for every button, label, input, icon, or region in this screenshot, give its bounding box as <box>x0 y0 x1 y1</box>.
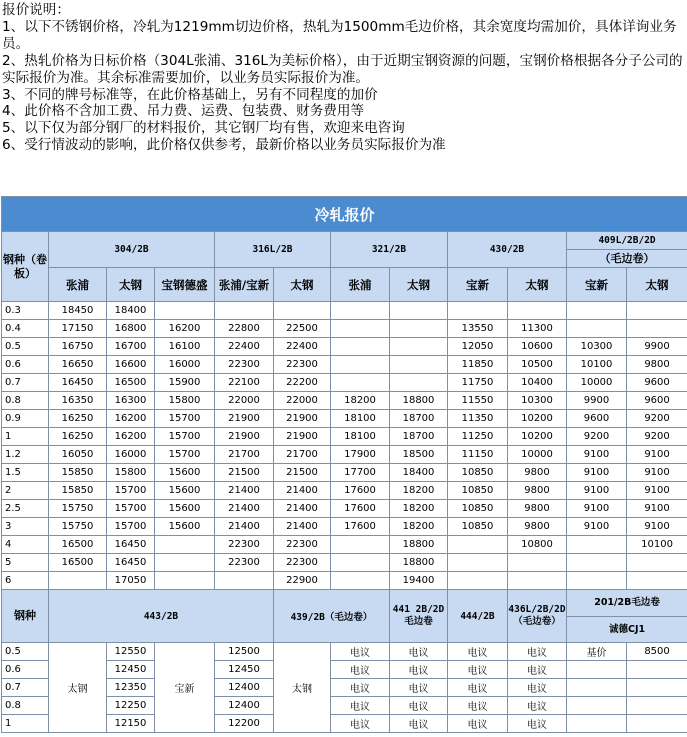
notes-heading: 报价说明： <box>2 2 70 18</box>
price-cell <box>215 302 274 320</box>
price-cell: 12400 <box>215 679 274 697</box>
price-cell: 电议 <box>448 679 508 697</box>
grade-header: 436L/2B/2D （毛边卷） <box>508 590 567 643</box>
price-cell <box>331 356 390 374</box>
price-cell: 9100 <box>567 482 627 500</box>
price-cell: 18700 <box>390 410 448 428</box>
price-cell <box>390 356 448 374</box>
price-cell: 22300 <box>215 554 274 572</box>
price-cell: 9100 <box>627 518 687 536</box>
price-cell <box>331 302 390 320</box>
price-cell <box>567 572 627 590</box>
price-cell: 10300 <box>567 338 627 356</box>
price-cell: 16750 <box>49 338 107 356</box>
price-cell: 10000 <box>567 374 627 392</box>
price-cell: 基价 <box>567 643 627 661</box>
price-cell: 22300 <box>274 356 331 374</box>
price-cell: 18100 <box>331 410 390 428</box>
price-cell: 电议 <box>508 643 567 661</box>
price-cell: 10600 <box>508 338 567 356</box>
note-line: 6、受行情波动的影响，此价格仅供参考，最新价格以业务员实际报价为准 <box>2 137 446 154</box>
price-cell: 16200 <box>107 410 155 428</box>
price-cell <box>567 554 627 572</box>
price-cell: 22300 <box>215 536 274 554</box>
price-cell: 21900 <box>215 428 274 446</box>
thickness-cell: 3 <box>2 518 49 536</box>
price-cell: 21900 <box>274 410 331 428</box>
thickness-cell: 6 <box>2 572 49 590</box>
price-cell <box>508 302 567 320</box>
price-cell: 12450 <box>215 661 274 679</box>
price-cell: 电议 <box>390 643 448 661</box>
pricing-notes <box>2 2 685 154</box>
price-cell <box>627 572 687 590</box>
price-cell: 22200 <box>274 374 331 392</box>
price-cell: 电议 <box>331 715 390 733</box>
grade-201-mill: 诚德CJ1 <box>567 616 687 642</box>
note-line: 2、热轧价格为日标价格（304L张浦、316L为美标价格），由于近期宝钢资源的问题，宝钢价格根据各分子公司的实际报价为准。其余标准需要加价，以业务员实际报价为准。 <box>2 52 683 86</box>
price-cell: 11350 <box>448 410 508 428</box>
price-cell: 15700 <box>107 500 155 518</box>
price-cell: 电议 <box>331 679 390 697</box>
price-cell: 10500 <box>508 356 567 374</box>
price-cell: 10850 <box>448 500 508 518</box>
price-cell: 15700 <box>155 428 215 446</box>
price-cell: 12150 <box>107 715 155 733</box>
price-cell: 电议 <box>448 715 508 733</box>
grade-409-sub: （毛边卷） <box>567 249 687 267</box>
price-cell: 电议 <box>390 661 448 679</box>
price-cell: 16450 <box>49 374 107 392</box>
price-cell <box>627 302 687 320</box>
mill-header: 宝新 <box>567 268 627 302</box>
price-cell: 9600 <box>627 392 687 410</box>
price-cell: 18800 <box>390 392 448 410</box>
price-cell: 10200 <box>508 428 567 446</box>
price-cell: 21400 <box>274 518 331 536</box>
price-cell: 12400 <box>215 697 274 715</box>
note-line: 4、此价格不含加工费、吊力费、运费、包装费、财务费用等 <box>2 103 365 120</box>
note-line: 5、以下仅为部分钢厂的材料报价，其它钢厂均有售，欢迎来电咨询 <box>2 120 405 137</box>
price-cell <box>627 661 687 679</box>
price-cell <box>390 374 448 392</box>
price-cell <box>274 302 331 320</box>
mill-header: 张浦 <box>331 268 390 302</box>
grade-header: 321/2B <box>331 232 448 268</box>
price-cell: 12350 <box>107 679 155 697</box>
price-cell: 9100 <box>567 518 627 536</box>
grade-header: 304/2B <box>49 232 215 268</box>
price-cell: 18100 <box>331 428 390 446</box>
price-cell <box>390 338 448 356</box>
price-cell: 电议 <box>448 697 508 715</box>
grade-201-label: 201/2B毛边卷 <box>594 597 660 608</box>
price-cell: 9100 <box>627 482 687 500</box>
price-cell: 18400 <box>107 302 155 320</box>
mill-cell: 太钢 <box>274 643 331 733</box>
price-cell: 17600 <box>331 482 390 500</box>
price-cell <box>448 572 508 590</box>
price-cell: 15600 <box>155 518 215 536</box>
price-cell: 16200 <box>155 320 215 338</box>
price-cell <box>155 302 215 320</box>
price-cell <box>627 715 687 733</box>
thickness-cell: 1.5 <box>2 464 49 482</box>
price-cell: 11300 <box>508 320 567 338</box>
price-cell: 电议 <box>390 715 448 733</box>
price-cell <box>627 697 687 715</box>
thickness-cell: 0.6 <box>2 661 49 679</box>
price-cell: 10850 <box>448 482 508 500</box>
thickness-cell: 4 <box>2 536 49 554</box>
mill-header: 太钢 <box>107 268 155 302</box>
price-cell: 18800 <box>390 536 448 554</box>
price-cell: 8500 <box>627 643 687 661</box>
price-cell: 17150 <box>49 320 107 338</box>
mill-header: 太钢 <box>508 268 567 302</box>
grade-header: 443/2B <box>49 590 274 643</box>
price-cell <box>448 554 508 572</box>
thickness-cell: 2.5 <box>2 500 49 518</box>
price-cell: 10800 <box>508 536 567 554</box>
grade-header: 439/2B（毛边卷） <box>274 590 390 643</box>
price-cell: 15800 <box>107 464 155 482</box>
table-row <box>2 536 687 554</box>
price-cell <box>155 554 215 572</box>
thickness-cell: 1.2 <box>2 446 49 464</box>
price-cell: 9800 <box>508 482 567 500</box>
price-cell: 16450 <box>107 554 155 572</box>
price-cell: 22800 <box>215 320 274 338</box>
price-cell: 9800 <box>627 356 687 374</box>
price-cell: 18200 <box>331 392 390 410</box>
price-cell: 电议 <box>508 679 567 697</box>
price-cell: 15800 <box>155 392 215 410</box>
price-cell: 16800 <box>107 320 155 338</box>
steel-type-label: 钢种（卷板） <box>2 232 49 302</box>
price-cell: 17600 <box>331 518 390 536</box>
table-row <box>2 374 687 392</box>
price-cell <box>331 572 390 590</box>
price-cell <box>390 302 448 320</box>
table-row <box>2 356 687 374</box>
price-cell: 9800 <box>508 500 567 518</box>
price-cell: 16450 <box>107 536 155 554</box>
price-cell <box>155 536 215 554</box>
price-cell <box>331 320 390 338</box>
price-cell: 15700 <box>155 410 215 428</box>
price-cell: 9100 <box>627 464 687 482</box>
price-cell <box>627 320 687 338</box>
price-cell: 电议 <box>390 679 448 697</box>
price-cell: 16050 <box>49 446 107 464</box>
price-cell: 电议 <box>331 661 390 679</box>
price-cell: 9800 <box>508 464 567 482</box>
price-cell <box>567 679 627 697</box>
mill-header: 太钢 <box>390 268 448 302</box>
price-cell: 15700 <box>155 446 215 464</box>
price-cell: 10850 <box>448 518 508 536</box>
price-cell: 22300 <box>274 536 331 554</box>
steel-type-label-bottom: 钢种 <box>2 590 49 643</box>
price-cell: 16650 <box>49 356 107 374</box>
price-cell: 18400 <box>390 464 448 482</box>
thickness-cell: 0.8 <box>2 697 49 715</box>
table-row <box>2 410 687 428</box>
price-cell: 22300 <box>274 554 331 572</box>
price-cell: 16350 <box>49 392 107 410</box>
thickness-cell: 0.3 <box>2 302 49 320</box>
price-cell <box>567 536 627 554</box>
thickness-cell: 0.7 <box>2 679 49 697</box>
price-cell: 16200 <box>107 428 155 446</box>
price-cell <box>627 679 687 697</box>
price-cell: 17600 <box>331 500 390 518</box>
price-cell: 21400 <box>274 500 331 518</box>
price-cell: 21500 <box>274 464 331 482</box>
price-cell <box>331 338 390 356</box>
price-cell: 16500 <box>107 374 155 392</box>
price-cell: 12200 <box>215 715 274 733</box>
price-cell <box>627 554 687 572</box>
price-cell: 16000 <box>155 356 215 374</box>
price-cell: 电议 <box>390 697 448 715</box>
table-row <box>2 338 687 356</box>
mill-header: 宝钢德盛 <box>155 268 215 302</box>
price-cell: 15750 <box>49 500 107 518</box>
table-row <box>2 643 687 661</box>
price-cell: 21400 <box>215 518 274 536</box>
price-cell: 9600 <box>627 374 687 392</box>
price-cell: 19400 <box>390 572 448 590</box>
price-cell <box>567 302 627 320</box>
price-cell <box>567 661 627 679</box>
table-row <box>2 482 687 500</box>
price-cell: 电议 <box>508 715 567 733</box>
price-cell: 15700 <box>107 518 155 536</box>
price-cell: 16100 <box>155 338 215 356</box>
price-cell: 9600 <box>567 410 627 428</box>
price-cell: 22900 <box>274 572 331 590</box>
price-cell: 15850 <box>49 482 107 500</box>
price-cell: 22100 <box>215 374 274 392</box>
price-cell <box>508 572 567 590</box>
price-cell <box>49 572 107 590</box>
price-cell: 18200 <box>390 518 448 536</box>
price-cell: 17900 <box>331 446 390 464</box>
price-cell: 18500 <box>390 446 448 464</box>
table-row <box>2 320 687 338</box>
price-cell <box>567 697 627 715</box>
price-cell: 11750 <box>448 374 508 392</box>
price-cell: 11850 <box>448 356 508 374</box>
table-row <box>2 500 687 518</box>
price-cell: 9200 <box>627 428 687 446</box>
thickness-cell: 1 <box>2 715 49 733</box>
price-cell: 10100 <box>627 536 687 554</box>
mill-header: 太钢 <box>274 268 331 302</box>
thickness-cell: 0.5 <box>2 643 49 661</box>
table-row <box>2 392 687 410</box>
mill-cell: 宝新 <box>155 643 215 733</box>
price-cell: 21400 <box>274 482 331 500</box>
price-cell: 22400 <box>215 338 274 356</box>
price-cell: 10100 <box>567 356 627 374</box>
mill-header: 太钢 <box>627 268 687 302</box>
thickness-cell: 0.4 <box>2 320 49 338</box>
price-cell <box>331 536 390 554</box>
price-cell <box>567 320 627 338</box>
table-title: 冷轧报价 <box>2 197 687 232</box>
mill-header: 张浦/宝新 <box>215 268 274 302</box>
price-cell <box>448 536 508 554</box>
price-cell: 9100 <box>567 464 627 482</box>
price-cell: 16600 <box>107 356 155 374</box>
price-cell: 22000 <box>215 392 274 410</box>
price-table <box>1 196 687 733</box>
price-cell: 10300 <box>508 392 567 410</box>
price-cell: 9100 <box>567 446 627 464</box>
price-cell: 18450 <box>49 302 107 320</box>
table-row <box>2 302 687 320</box>
price-cell: 9900 <box>567 392 627 410</box>
price-cell: 11550 <box>448 392 508 410</box>
price-cell: 9200 <box>567 428 627 446</box>
price-cell: 21400 <box>215 500 274 518</box>
price-cell: 21900 <box>215 410 274 428</box>
price-cell: 15600 <box>155 464 215 482</box>
table-row <box>2 428 687 446</box>
price-cell: 16500 <box>49 536 107 554</box>
grade-header: 430/2B <box>448 232 567 268</box>
price-cell <box>390 320 448 338</box>
price-cell: 电议 <box>508 697 567 715</box>
price-cell: 9100 <box>627 446 687 464</box>
price-cell: 电议 <box>448 661 508 679</box>
note-line: 3、不同的牌号标准等，在此价格基础上，另有不同程度的加价 <box>2 86 378 103</box>
price-cell: 15900 <box>155 374 215 392</box>
price-cell: 12550 <box>107 643 155 661</box>
price-cell: 16000 <box>107 446 155 464</box>
price-cell: 电议 <box>331 697 390 715</box>
price-cell: 12050 <box>448 338 508 356</box>
price-cell: 21400 <box>215 482 274 500</box>
price-cell: 9900 <box>627 338 687 356</box>
price-cell <box>331 374 390 392</box>
price-cell: 22000 <box>274 392 331 410</box>
table-row <box>2 464 687 482</box>
price-cell: 16700 <box>107 338 155 356</box>
price-cell: 17050 <box>107 572 155 590</box>
thickness-cell: 0.6 <box>2 356 49 374</box>
price-cell: 15600 <box>155 500 215 518</box>
price-cell: 15600 <box>155 482 215 500</box>
price-cell: 16500 <box>49 554 107 572</box>
price-cell: 15750 <box>49 518 107 536</box>
table-row <box>2 554 687 572</box>
price-cell: 电议 <box>448 643 508 661</box>
price-cell: 12250 <box>107 697 155 715</box>
price-cell: 9200 <box>627 410 687 428</box>
thickness-cell: 0.8 <box>2 392 49 410</box>
thickness-cell: 1 <box>2 428 49 446</box>
price-cell: 22300 <box>215 356 274 374</box>
price-cell: 21700 <box>274 446 331 464</box>
price-cell: 12450 <box>107 661 155 679</box>
price-cell: 22500 <box>274 320 331 338</box>
price-cell: 电议 <box>508 661 567 679</box>
price-cell: 10400 <box>508 374 567 392</box>
price-cell: 22400 <box>274 338 331 356</box>
mill-cell: 太钢 <box>49 643 107 733</box>
grade-409-label: 409L/2B/2D <box>598 235 656 246</box>
price-cell: 18200 <box>390 482 448 500</box>
price-cell: 18200 <box>390 500 448 518</box>
price-cell: 电议 <box>331 643 390 661</box>
price-cell <box>155 572 215 590</box>
price-cell: 21500 <box>215 464 274 482</box>
thickness-cell: 0.9 <box>2 410 49 428</box>
price-cell: 9800 <box>508 518 567 536</box>
price-cell <box>448 302 508 320</box>
price-cell: 10000 <box>508 446 567 464</box>
price-cell: 21700 <box>215 446 274 464</box>
grade-header-409 <box>567 232 687 268</box>
table-row <box>2 572 687 590</box>
grade-header: 441 2B/2D 毛边卷 <box>390 590 448 643</box>
price-cell: 21900 <box>274 428 331 446</box>
price-cell: 16250 <box>49 410 107 428</box>
grade-header-201 <box>567 590 687 643</box>
price-cell: 18800 <box>390 554 448 572</box>
grade-header: 316L/2B <box>215 232 331 268</box>
price-cell: 11250 <box>448 428 508 446</box>
price-cell: 15850 <box>49 464 107 482</box>
table-row <box>2 446 687 464</box>
thickness-cell: 5 <box>2 554 49 572</box>
note-line: 1、以下不锈钢价格，冷轧为1219mm切边价格，热轧为1500mm毛边价格，其余宽度均需加价，具体详询业务员。 <box>2 18 677 52</box>
price-cell: 16300 <box>107 392 155 410</box>
mill-header: 张浦 <box>49 268 107 302</box>
price-cell: 11150 <box>448 446 508 464</box>
price-cell: 18700 <box>390 428 448 446</box>
price-cell: 17700 <box>331 464 390 482</box>
price-cell: 10850 <box>448 464 508 482</box>
price-cell: 15700 <box>107 482 155 500</box>
thickness-cell: 0.7 <box>2 374 49 392</box>
price-cell: 9100 <box>627 500 687 518</box>
price-cell: 16250 <box>49 428 107 446</box>
price-cell: 12500 <box>215 643 274 661</box>
price-cell <box>331 554 390 572</box>
grade-header: 444/2B <box>448 590 508 643</box>
price-cell <box>215 572 274 590</box>
price-cell <box>508 554 567 572</box>
price-cell <box>567 715 627 733</box>
thickness-cell: 0.5 <box>2 338 49 356</box>
price-cell: 13550 <box>448 320 508 338</box>
price-cell: 10200 <box>508 410 567 428</box>
mill-header: 宝新 <box>448 268 508 302</box>
table-row <box>2 518 687 536</box>
thickness-cell: 2 <box>2 482 49 500</box>
price-cell: 9100 <box>567 500 627 518</box>
